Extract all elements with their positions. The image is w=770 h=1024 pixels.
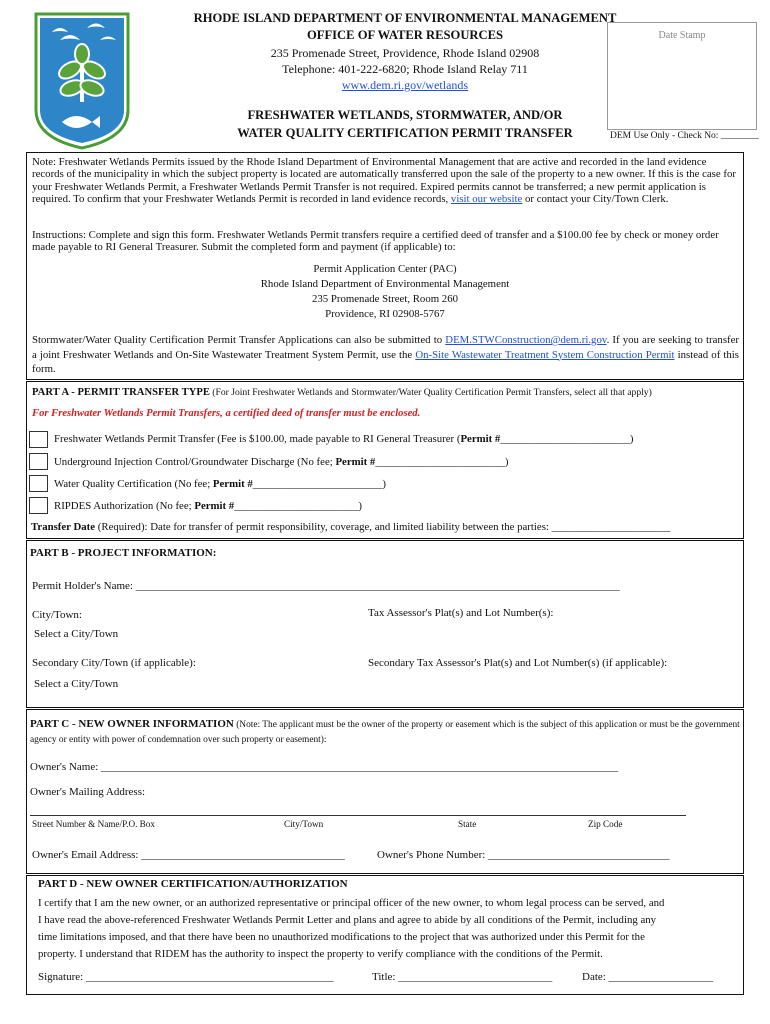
cert-line: time limitations imposed, and that there have been no unauthorized modifications to the project that was authorized under this Permit for the xyxy=(38,931,645,943)
agency-phone: Telephone: 401-222-6820; Rhode Island Relay 711 xyxy=(282,62,528,76)
permit-number-field[interactable]: ________________________ xyxy=(500,433,630,445)
permit-number-label: Permit # xyxy=(212,478,253,490)
part-a-note: (For Joint Freshwater Wetlands and Stormwater/Water Quality Certification Permit Transfers, select all that apply) xyxy=(209,387,652,398)
city-sublabel: City/Town xyxy=(284,819,324,829)
option-close: ) xyxy=(629,433,634,445)
cert-line: I certify that I am the new owner, or an authorized representative or principal officer of the new owner, to whom legal process can be served, and xyxy=(38,897,665,909)
option-close: ) xyxy=(504,456,509,468)
agency-name: RHODE ISLAND DEPARTMENT OF ENVIRONMENTAL MANAGEMENT xyxy=(193,11,617,25)
stormwater-mid: . If you are seeking to transfer a joint Freshwater Wetlands and On-Site Wastewater Treatment System Permit, use the xyxy=(32,334,740,361)
owner-email-field[interactable]: Owner's Email Address: _____________________________________ xyxy=(32,849,345,861)
permit-number-field[interactable]: ________________________ xyxy=(252,478,383,490)
stormwater-body: Stormwater/Water Quality Certification Permit Transfer Applications can also be submitted to xyxy=(32,334,446,346)
city-town-label: City/Town: xyxy=(32,609,82,621)
freshwater-transfer-option xyxy=(54,433,633,445)
option-close: ) xyxy=(358,500,362,512)
owts-permit-link[interactable]: On-Site Wastewater Treatment System Construction Permit xyxy=(415,348,675,361)
transfer-date-field[interactable]: (Required): Date for transfer of permit responsibility, coverage, and limited liability between the parties: ______________________ xyxy=(95,521,671,533)
form-title-line2: WATER QUALITY CERTIFICATION PERMIT TRANSFER xyxy=(237,126,573,140)
stw-email-link[interactable]: DEM.STWConstruction@dem.ri.gov xyxy=(445,334,607,346)
signature-field[interactable]: Signature: _____________________________________________ xyxy=(38,971,334,983)
office-name: OFFICE OF WATER RESOURCES xyxy=(306,28,504,42)
date-stamp-box xyxy=(607,22,757,130)
owner-name-field[interactable]: Owner's Name: ______________________________________________________________________________________________ xyxy=(30,761,619,773)
uic-groundwater-checkbox[interactable] xyxy=(29,453,48,470)
option-label: Freshwater Wetlands Permit Transfer (Fee is $100.00, made payable to RI General Treasurer ( xyxy=(54,433,461,445)
owner-phone-field[interactable]: Owner's Phone Number: _________________________________ xyxy=(377,849,670,861)
visit-website-link[interactable]: visit our website xyxy=(450,193,523,206)
dem-use-only: DEM Use Only - Check No: ________ xyxy=(610,131,759,141)
part-c-title: PART C - NEW OWNER INFORMATION xyxy=(30,718,234,730)
pac-city: Providence, RI 02908-5767 xyxy=(325,308,445,320)
city-town-select[interactable]: Select a City/Town xyxy=(34,628,119,640)
pac-name: Permit Application Center (PAC) xyxy=(313,263,457,275)
part-a-warning: For Freshwater Wetlands Permit Transfers, a certified deed of transfer must be enclosed. xyxy=(32,408,421,419)
ridem-logo xyxy=(32,10,132,150)
pac-agency: Rhode Island Department of Environmental Management xyxy=(260,278,510,290)
date-stamp-label: Date Stamp xyxy=(658,30,706,41)
permit-number-label: Permit # xyxy=(194,500,235,512)
note-text xyxy=(32,156,739,206)
title-field[interactable]: Title: ____________________________ xyxy=(372,971,553,983)
part-d-heading: PART D - NEW OWNER CERTIFICATION/AUTHORIZATION xyxy=(38,878,348,890)
uic-groundwater-option xyxy=(54,456,509,468)
permit-number-field[interactable]: ________________________ xyxy=(375,456,505,468)
water-quality-option xyxy=(54,478,386,490)
part-b-section xyxy=(26,540,744,708)
option-label: Underground Injection Control/Groundwater Discharge (No fee; xyxy=(54,456,336,468)
tax-assessor-label: Tax Assessor's Plat(s) and Lot Number(s): xyxy=(368,607,554,619)
pac-street: 235 Promenade Street, Room 260 xyxy=(311,293,459,305)
permit-holder-name-field[interactable]: Permit Holder's Name: ________________________________________________________________________________________ xyxy=(32,580,620,592)
state-sublabel: State xyxy=(458,819,477,829)
note-tail: or contact your City/Town Clerk. xyxy=(522,193,669,206)
ripdes-option xyxy=(54,500,362,512)
permit-number-field[interactable]: _______________________ xyxy=(234,500,359,512)
secondary-city-label: Secondary City/Town (if applicable): xyxy=(32,657,196,669)
option-label: Water Quality Certification (No fee; xyxy=(54,478,213,490)
agency-address: 235 Promenade Street, Providence, Rhode Island 02908 xyxy=(270,46,540,60)
date-field[interactable]: Date: ___________________ xyxy=(582,971,714,983)
cert-line: I have read the above-referenced Freshwater Wetlands Permit Letter and plans and agree to abide by all conditions of the Permit, including any xyxy=(38,914,657,926)
secondary-city-select[interactable]: Select a City/Town xyxy=(34,678,119,690)
mailing-address-line[interactable] xyxy=(30,815,686,816)
freshwater-transfer-checkbox[interactable] xyxy=(29,431,48,448)
part-b-heading: PART B - PROJECT INFORMATION: xyxy=(30,547,217,559)
part-a-title: PART A - PERMIT TRANSFER TYPE xyxy=(32,387,210,398)
cert-line: property. I understand that RIDEM has the authority to inspect the property to verify compliance with the conditions of the Permit. xyxy=(38,948,603,960)
street-sublabel: Street Number & Name/P.O. Box xyxy=(32,819,155,829)
transfer-date-row xyxy=(31,521,670,533)
transfer-date-label: Transfer Date xyxy=(31,521,96,533)
zip-sublabel: Zip Code xyxy=(588,819,623,829)
website-link[interactable]: www.dem.ri.gov/wetlands xyxy=(341,78,469,92)
water-quality-checkbox[interactable] xyxy=(29,475,48,492)
note-body: Note: Freshwater Wetlands Permits issued by the Rhode Island Department of Environmental Management that are active and recorded in the land evidence records of the municipality in which the subject property is located are automatically transferred upon the sale of the property to a new owner. If this is the case for your Freshwater Wetlands Permit, a Freshwater Wetlands Permit Transfer is not required. Expired permits cannot be transferred; a new permit application is required. To confirm that your Freshwater Wetlands Permit is recorded in land evidence records, xyxy=(32,156,736,206)
certification-text xyxy=(38,895,738,963)
ripdes-checkbox[interactable] xyxy=(29,497,48,514)
mailing-address-label: Owner's Mailing Address: xyxy=(30,786,146,798)
option-close: ) xyxy=(382,478,386,490)
part-c-heading xyxy=(30,717,740,748)
form-title-line1: FRESHWATER WETLANDS, STORMWATER, AND/OR xyxy=(247,108,563,122)
part-c-note: (Note: The applicant must be the owner of the property or easement which is the subject of this application or must be the government agency or entity with power of condemnation over such property or easement): xyxy=(30,720,740,745)
instructions-text: Instructions: Complete and sign this form. Freshwater Wetlands Permit transfers require a certified deed of transfer and a $100.00 fee by check or money order made payable to RI General Treasurer. Submit the completed form and payment (if applicable) to: xyxy=(32,229,719,254)
option-label: RIPDES Authorization (No fee; xyxy=(54,500,195,512)
permit-number-label: Permit # xyxy=(335,456,376,468)
secondary-tax-label: Secondary Tax Assessor's Plat(s) and Lot Number(s) (if applicable): xyxy=(368,657,668,669)
part-a-heading xyxy=(32,387,742,398)
permit-number-label: Permit # xyxy=(460,433,501,445)
stormwater-text xyxy=(32,333,739,377)
stormwater-tail: instead of this form. xyxy=(32,348,740,375)
